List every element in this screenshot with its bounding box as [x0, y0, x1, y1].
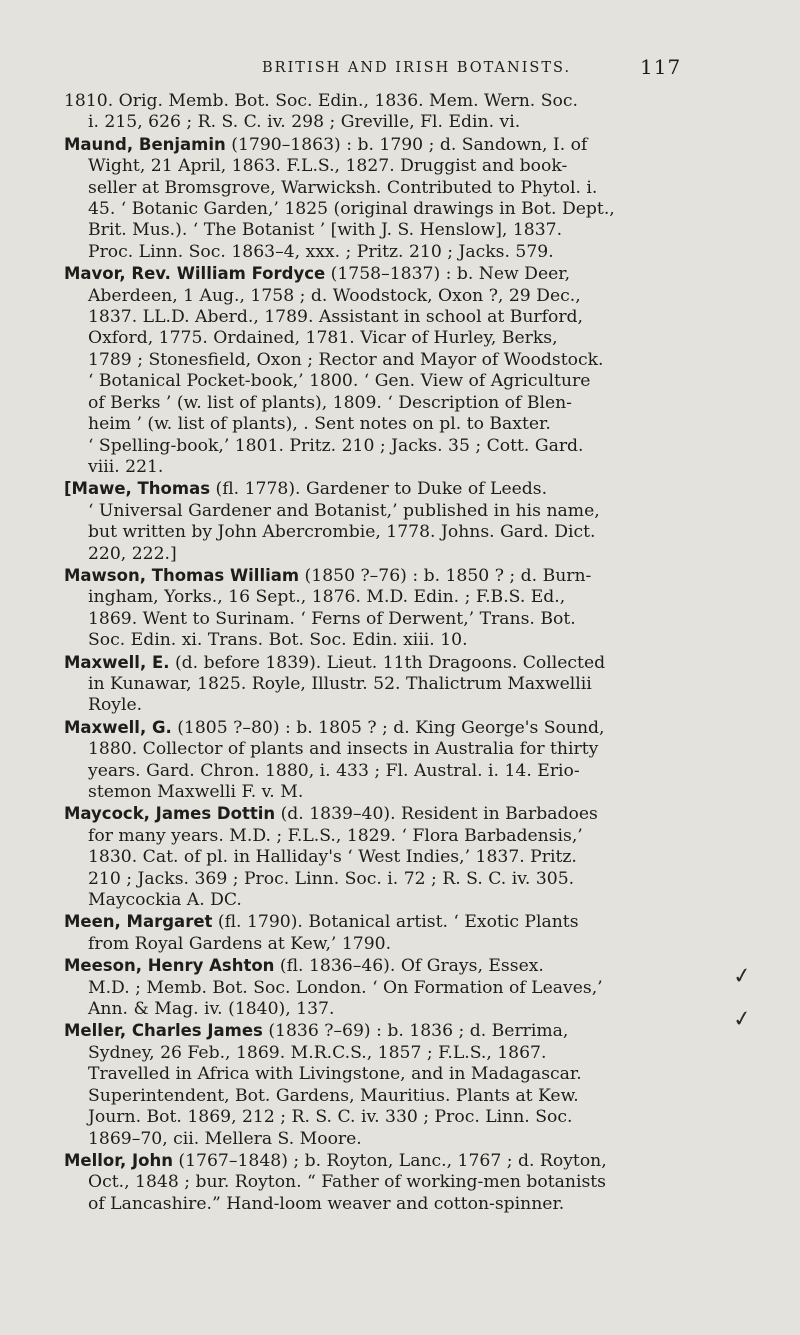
biography-entry: [64, 911, 724, 955]
entry-name: Mavor, Rev. William Fordyce: [64, 264, 326, 284]
biography-entry: [64, 134, 724, 263]
entry-text: Proc. Linn. Soc. 1863–4, xxx. ; Pritz. 210 ; Jacks. 579.: [88, 241, 554, 262]
entry-text: (d. 1839–40). Resident in Barbadoes: [275, 804, 598, 825]
entry-name: Maxwell, E.: [64, 652, 170, 672]
entry-text: 1830. Cat. of pl. in Halliday's ‘ West Indies,’ 1837. Pritz.: [88, 847, 577, 868]
entry-line: [64, 1020, 724, 1042]
entry-name: Maxwell, G.: [64, 717, 172, 737]
entry-text: Oxford, 1775. Ordained, 1781. Vicar of Hurley, Berks,: [88, 328, 558, 349]
entry-text: Oct., 1848 ; bur. Royton. “ Father of working-men botanists: [88, 1172, 606, 1193]
margin-tick-mark: ✓: [731, 962, 754, 991]
biography-entry: [64, 652, 724, 717]
entry-text: 1869. Went to Surinam. ‘ Ferns of Derwent,’ Trans. Bot.: [88, 608, 576, 629]
entry-line: [88, 436, 724, 457]
entry-line: [88, 522, 724, 543]
entry-text: Travelled in Africa with Livingstone, and in Madagascar.: [88, 1064, 582, 1085]
entry-text: 1837. LL.D. Aberd., 1789. Assistant in school at Burford,: [88, 307, 584, 328]
entry-line: [88, 112, 724, 133]
entry-line: [88, 414, 724, 435]
entry-line: [88, 890, 724, 911]
entry-line: [88, 739, 724, 760]
entry-line: [88, 156, 724, 177]
entry-line: [64, 263, 724, 285]
entry-line: [64, 652, 724, 674]
entry-text: years. Gard. Chron. 1880, i. 433 ; Fl. Austral. i. 14. Erio-: [88, 760, 580, 781]
entry-text: Superintendent, Bot. Gardens, Mauritius. Plants at Kew.: [88, 1085, 579, 1106]
entry-text: 1810. Orig. Memb. Bot. Soc. Edin., 1836. Mem. Wern. Soc.: [64, 91, 578, 111]
entry-text: 1869–70, cii. Mellera S. Moore.: [88, 1128, 362, 1149]
entry-text: (1850 ?–76) : b. 1850 ? ; d. Burn-: [299, 565, 592, 586]
entry-text: Sydney, 26 Feb., 1869. M.R.C.S., 1857 ; F.L.S., 1867.: [88, 1042, 547, 1063]
entry-text: heim ’ (w. list of plants), . Sent notes on pl. to Baxter.: [88, 414, 551, 435]
biography-entry: [64, 955, 724, 1020]
entry-text: (fl. 1790). Botanical artist. ‘ Exotic Plants: [212, 912, 579, 933]
entry-text: Brit. Mus.). ‘ The Botanist ’ [with J. S. Henslow], 1837.: [88, 220, 563, 241]
entry-line: [64, 717, 724, 739]
entry-line: [88, 782, 724, 803]
entry-text: i. 215, 626 ; R. S. C. iv. 298 ; Greville, Fl. Edin. vi.: [88, 112, 521, 133]
biography-entry: [64, 1150, 724, 1215]
entry-text: 45. ‘ Botanic Garden,’ 1825 (original drawings in Bot. Dept.,: [88, 199, 615, 220]
entry-text: Royle.: [88, 695, 143, 716]
entry-text: (1767–1848) ; b. Royton, Lanc., 1767 ; d. Royton,: [172, 1150, 607, 1171]
entry-text: (1790–1863) : b. 1790 ; d. Sandown, I. of: [225, 134, 588, 155]
entry-line: [88, 630, 724, 651]
entry-line: [88, 1194, 724, 1215]
entry-text: ingham, Yorks., 16 Sept., 1876. M.D. Edin. ; F.B.S. Ed.,: [88, 587, 566, 608]
entry-name: Maycock, James Dottin: [64, 804, 276, 824]
entry-text: seller at Bromsgrove, Warwicksh. Contributed to Phytol. i.: [88, 177, 598, 198]
running-head: BRITISH AND IRISH BOTANISTS.: [262, 60, 572, 76]
entry-line: [88, 674, 724, 695]
entry-text: in Kunawar, 1825. Royle, Illustr. 52. Thalictrum Maxwellii: [88, 673, 592, 694]
entry-text: for many years. M.D. ; F.L.S., 1829. ‘ Flora Barbadensis,’: [88, 825, 583, 846]
biography-entry: [64, 91, 724, 134]
entry-text: of Lancashire.” Hand-loom weaver and cotton-spinner.: [88, 1193, 565, 1214]
entry-text: (1805 ?–80) : b. 1805 ? ; d. King George's Sound,: [171, 717, 605, 738]
entry-line: [88, 869, 724, 890]
entry-line: [88, 1086, 724, 1107]
entry-text: viii. 221.: [88, 456, 164, 477]
entry-line: [88, 544, 724, 565]
entry-line: [88, 587, 724, 608]
entry-text: 220, 222.]: [88, 543, 177, 564]
entry-line: [88, 826, 724, 847]
entry-line: [88, 457, 724, 478]
entry-text: 1880. Collector of plants and insects in Australia for thirty: [88, 739, 599, 760]
entry-line: [88, 501, 724, 522]
entry-line: [88, 220, 724, 241]
entry-line: [88, 242, 724, 263]
entry-line: [64, 478, 724, 500]
entry-text: Ann. & Mag. iv. (1840), 137.: [88, 999, 335, 1020]
margin-tick-mark: ✓: [731, 1005, 754, 1034]
entry-line: [88, 847, 724, 868]
entries-list: [64, 91, 724, 1215]
entry-name: Mellor, John: [64, 1150, 173, 1170]
entry-line: [88, 393, 724, 414]
entry-text: (fl. 1836–46). Of Grays, Essex.: [274, 956, 544, 977]
entry-line: [88, 978, 724, 999]
entry-text: (fl. 1778). Gardener to Duke of Leeds.: [210, 479, 548, 500]
entry-name: Meen, Margaret: [64, 912, 213, 932]
entry-text: Journ. Bot. 1869, 212 ; R. S. C. iv. 330 ; Proc. Linn. Soc.: [88, 1107, 573, 1128]
entry-text: ‘ Botanical Pocket-book,’ 1800. ‘ Gen. View of Agriculture: [88, 371, 591, 392]
entry-text: M.D. ; Memb. Bot. Soc. London. ‘ On Formation of Leaves,’: [88, 977, 603, 998]
entry-line: [88, 1064, 724, 1085]
entry-line: [88, 350, 724, 371]
entry-text: 210 ; Jacks. 369 ; Proc. Linn. Soc. i. 72 ; R. S. C. iv. 305.: [88, 868, 575, 889]
biography-entry: [64, 803, 724, 911]
entry-text: from Royal Gardens at Kew,’ 1790.: [88, 933, 392, 954]
entry-line: [88, 1107, 724, 1128]
entry-text: 1789 ; Stonesfield, Oxon ; Rector and Mayor of Woodstock.: [88, 349, 604, 370]
entry-name: Maund, Benjamin: [64, 134, 226, 154]
entry-text: of Berks ’ (w. list of plants), 1809. ‘ Description of Blen-: [88, 392, 572, 413]
entry-text: Aberdeen, 1 Aug., 1758 ; d. Woodstock, Oxon ?, 29 Dec.,: [88, 285, 581, 306]
entry-text: ‘ Universal Gardener and Botanist,’ published in his name,: [88, 500, 600, 521]
entry-line: [88, 1043, 724, 1064]
entry-line: [88, 934, 724, 955]
entry-line: [88, 1172, 724, 1193]
entry-line: [88, 999, 724, 1020]
entry-line: [64, 955, 724, 977]
entry-line: [88, 286, 724, 307]
biography-entry: [64, 565, 724, 652]
entry-line: [88, 307, 724, 328]
entry-text: Maycockia A. DC.: [88, 890, 242, 911]
entry-text: (1758–1837) : b. New Deer,: [325, 264, 571, 285]
entry-line: [88, 178, 724, 199]
entry-line: [88, 761, 724, 782]
entry-line: [64, 1150, 724, 1172]
entry-text: Wight, 21 April, 1863. F.L.S., 1827. Druggist and book-: [88, 156, 568, 177]
entry-line: [88, 695, 724, 716]
entry-text: stemon Maxwelli F. v. M.: [88, 782, 304, 802]
biography-entry: [64, 478, 724, 565]
page-number: 117: [640, 55, 682, 79]
entry-line: [88, 199, 724, 220]
entry-name: Meller, Charles James: [64, 1021, 263, 1041]
entry-name: Mawson, Thomas William: [64, 565, 300, 585]
entry-line: [64, 91, 724, 112]
entry-text: but written by John Abercrombie, 1778. Johns. Gard. Dict.: [88, 522, 596, 543]
entry-line: [88, 371, 724, 392]
biography-entry: [64, 1020, 724, 1149]
entry-text: ‘ Spelling-book,’ 1801. Pritz. 210 ; Jacks. 35 ; Cott. Gard.: [88, 435, 584, 456]
biography-entry: [64, 263, 724, 478]
entry-text: (1836 ?–69) : b. 1836 ; d. Berrima,: [262, 1021, 569, 1042]
biography-entry: [64, 717, 724, 804]
entry-line: [64, 565, 724, 587]
entry-line: [64, 803, 724, 825]
entry-text: Soc. Edin. xi. Trans. Bot. Soc. Edin. xiii. 10.: [88, 630, 468, 651]
entry-text: (d. before 1839). Lieut. 11th Dragoons. Collected: [169, 652, 606, 673]
entry-name: Meeson, Henry Ashton: [64, 956, 275, 976]
entry-name: [Mawe, Thomas: [64, 479, 211, 499]
entry-line: [88, 328, 724, 349]
entry-line: [64, 134, 724, 156]
entry-line: [88, 1129, 724, 1150]
entry-line: [64, 911, 724, 933]
entry-line: [88, 609, 724, 630]
